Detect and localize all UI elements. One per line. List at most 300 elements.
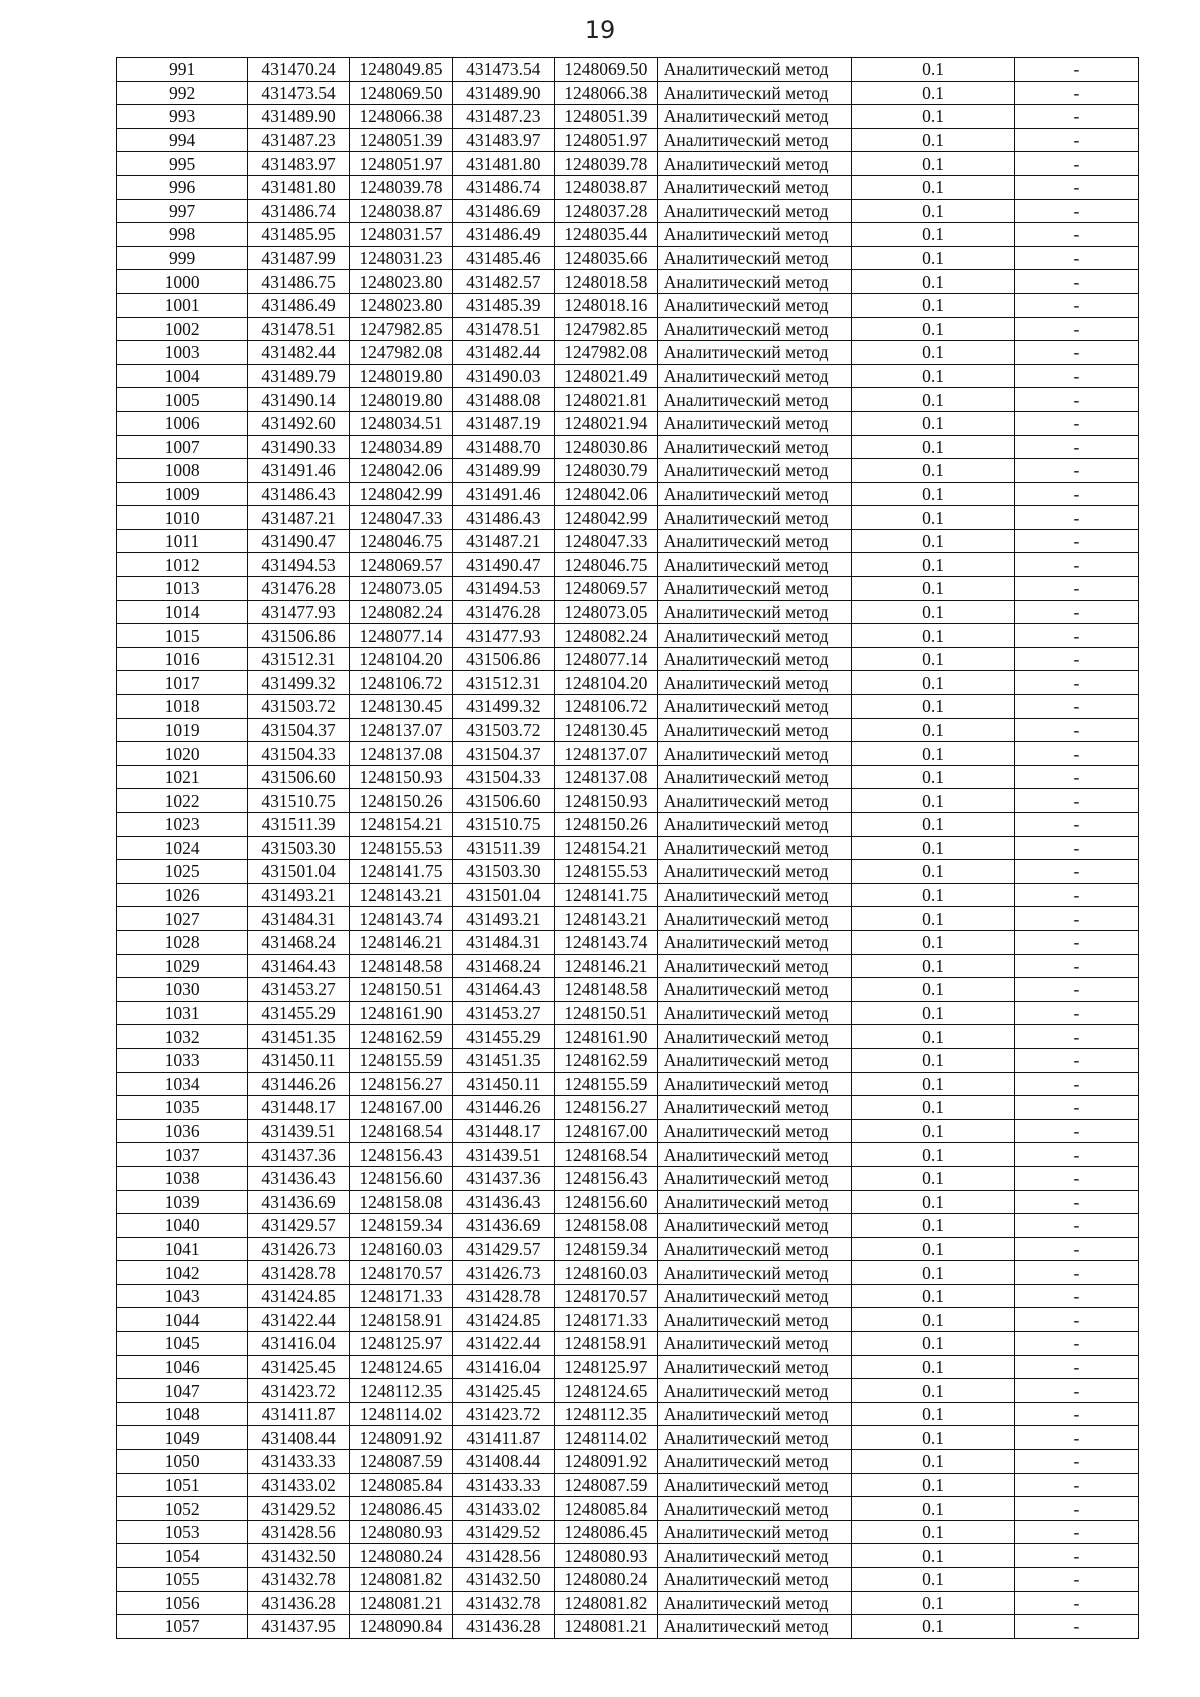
y-end-cell: 1248051.39	[554, 105, 657, 129]
y-end-cell: 1248081.82	[554, 1591, 657, 1615]
table-row	[117, 1355, 1139, 1379]
y-end-cell: 1248085.84	[554, 1497, 657, 1521]
x-end-cell: 431436.43	[452, 1190, 554, 1214]
method-cell: Аналитический метод	[657, 58, 852, 82]
method-cell: Аналитический метод	[657, 695, 852, 719]
accuracy-cell: 0.1	[852, 199, 1014, 223]
note-cell: -	[1014, 506, 1138, 530]
y-start-cell: 1248051.97	[350, 152, 453, 176]
method-cell: Аналитический метод	[657, 954, 852, 978]
x-end-cell: 431487.23	[452, 105, 554, 129]
y-start-cell: 1248155.53	[350, 836, 453, 860]
y-end-cell: 1248155.53	[554, 860, 657, 884]
x-end-cell: 431436.28	[452, 1615, 554, 1639]
point-number-cell: 1016	[117, 647, 248, 671]
x-end-cell: 431511.39	[452, 836, 554, 860]
point-number-cell: 1020	[117, 742, 248, 766]
method-cell: Аналитический метод	[657, 1520, 852, 1544]
x-end-cell: 431506.86	[452, 647, 554, 671]
accuracy-cell: 0.1	[852, 1143, 1014, 1167]
accuracy-cell: 0.1	[852, 1473, 1014, 1497]
y-start-cell: 1248085.84	[350, 1473, 453, 1497]
x-start-cell: 431478.51	[248, 317, 350, 341]
x-end-cell: 431490.47	[452, 553, 554, 577]
note-cell: -	[1014, 765, 1138, 789]
note-cell: -	[1014, 1072, 1138, 1096]
y-start-cell: 1248031.23	[350, 246, 453, 270]
table-row	[117, 1426, 1139, 1450]
x-start-cell: 431486.43	[248, 482, 350, 506]
y-start-cell: 1248167.00	[350, 1096, 453, 1120]
method-cell: Аналитический метод	[657, 1591, 852, 1615]
x-start-cell: 431492.60	[248, 411, 350, 435]
point-number-cell: 1057	[117, 1615, 248, 1639]
y-start-cell: 1248082.24	[350, 600, 453, 624]
x-start-cell: 431451.35	[248, 1025, 350, 1049]
y-end-cell: 1248170.57	[554, 1284, 657, 1308]
y-start-cell: 1248143.21	[350, 883, 453, 907]
table-row	[117, 1214, 1139, 1238]
x-end-cell: 431482.44	[452, 341, 554, 365]
note-cell: -	[1014, 624, 1138, 648]
point-number-cell: 1013	[117, 577, 248, 601]
accuracy-cell: 0.1	[852, 1261, 1014, 1285]
y-end-cell: 1248046.75	[554, 553, 657, 577]
x-start-cell: 431499.32	[248, 671, 350, 695]
y-start-cell: 1248046.75	[350, 529, 453, 553]
accuracy-cell: 0.1	[852, 317, 1014, 341]
x-start-cell: 431470.24	[248, 58, 350, 82]
method-cell: Аналитический метод	[657, 1072, 852, 1096]
x-end-cell: 431493.21	[452, 907, 554, 931]
x-end-cell: 431439.51	[452, 1143, 554, 1167]
y-end-cell: 1248159.34	[554, 1237, 657, 1261]
table-row	[117, 1308, 1139, 1332]
table-row	[117, 246, 1139, 270]
x-start-cell: 431450.11	[248, 1048, 350, 1072]
x-end-cell: 431485.46	[452, 246, 554, 270]
y-start-cell: 1248038.87	[350, 199, 453, 223]
y-start-cell: 1248086.45	[350, 1497, 453, 1521]
y-start-cell: 1248106.72	[350, 671, 453, 695]
point-number-cell: 1042	[117, 1261, 248, 1285]
y-end-cell: 1248066.38	[554, 81, 657, 105]
y-start-cell: 1248158.08	[350, 1190, 453, 1214]
note-cell: -	[1014, 695, 1138, 719]
note-cell: -	[1014, 1001, 1138, 1025]
accuracy-cell: 0.1	[852, 529, 1014, 553]
point-number-cell: 1008	[117, 459, 248, 483]
method-cell: Аналитический метод	[657, 1001, 852, 1025]
accuracy-cell: 0.1	[852, 1497, 1014, 1521]
note-cell: -	[1014, 789, 1138, 813]
accuracy-cell: 0.1	[852, 1568, 1014, 1592]
y-end-cell: 1248039.78	[554, 152, 657, 176]
x-end-cell: 431489.99	[452, 459, 554, 483]
accuracy-cell: 0.1	[852, 813, 1014, 837]
point-number-cell: 1003	[117, 341, 248, 365]
y-end-cell: 1248156.60	[554, 1190, 657, 1214]
point-number-cell: 1010	[117, 506, 248, 530]
point-number-cell: 1039	[117, 1190, 248, 1214]
y-start-cell: 1248159.34	[350, 1214, 453, 1238]
y-end-cell: 1248087.59	[554, 1473, 657, 1497]
point-number-cell: 1041	[117, 1237, 248, 1261]
table-row	[117, 954, 1139, 978]
y-end-cell: 1248143.74	[554, 930, 657, 954]
table-row	[117, 435, 1139, 459]
accuracy-cell: 0.1	[852, 1591, 1014, 1615]
point-number-cell: 1034	[117, 1072, 248, 1096]
note-cell: -	[1014, 907, 1138, 931]
accuracy-cell: 0.1	[852, 1025, 1014, 1049]
method-cell: Аналитический метод	[657, 152, 852, 176]
table-row	[117, 1591, 1139, 1615]
x-end-cell: 431433.33	[452, 1473, 554, 1497]
note-cell: -	[1014, 1048, 1138, 1072]
y-end-cell: 1248106.72	[554, 695, 657, 719]
point-number-cell: 1024	[117, 836, 248, 860]
x-start-cell: 431484.31	[248, 907, 350, 931]
table-row	[117, 293, 1139, 317]
method-cell: Аналитический метод	[657, 624, 852, 648]
table-body	[117, 58, 1139, 1639]
accuracy-cell: 0.1	[852, 388, 1014, 412]
point-number-cell: 1012	[117, 553, 248, 577]
x-end-cell: 431426.73	[452, 1261, 554, 1285]
note-cell: -	[1014, 152, 1138, 176]
point-number-cell: 994	[117, 128, 248, 152]
y-start-cell: 1248042.06	[350, 459, 453, 483]
x-start-cell: 431468.24	[248, 930, 350, 954]
note-cell: -	[1014, 1119, 1138, 1143]
y-end-cell: 1248161.90	[554, 1025, 657, 1049]
accuracy-cell: 0.1	[852, 1426, 1014, 1450]
x-start-cell: 431490.47	[248, 529, 350, 553]
method-cell: Аналитический метод	[657, 435, 852, 459]
accuracy-cell: 0.1	[852, 1284, 1014, 1308]
accuracy-cell: 0.1	[852, 246, 1014, 270]
x-start-cell: 431504.37	[248, 718, 350, 742]
y-start-cell: 1248023.80	[350, 270, 453, 294]
accuracy-cell: 0.1	[852, 883, 1014, 907]
point-number-cell: 1043	[117, 1284, 248, 1308]
y-start-cell: 1248148.58	[350, 954, 453, 978]
method-cell: Аналитический метод	[657, 223, 852, 247]
x-start-cell: 431464.43	[248, 954, 350, 978]
y-start-cell: 1248130.45	[350, 695, 453, 719]
y-start-cell: 1248019.80	[350, 364, 453, 388]
table-row	[117, 718, 1139, 742]
table-row	[117, 105, 1139, 129]
y-end-cell: 1247982.08	[554, 341, 657, 365]
method-cell: Аналитический метод	[657, 742, 852, 766]
y-start-cell: 1248150.26	[350, 789, 453, 813]
accuracy-cell: 0.1	[852, 765, 1014, 789]
table-row	[117, 388, 1139, 412]
note-cell: -	[1014, 1237, 1138, 1261]
y-end-cell: 1248141.75	[554, 883, 657, 907]
method-cell: Аналитический метод	[657, 128, 852, 152]
table-row	[117, 765, 1139, 789]
x-end-cell: 431494.53	[452, 577, 554, 601]
note-cell: -	[1014, 1450, 1138, 1474]
x-end-cell: 431485.39	[452, 293, 554, 317]
point-number-cell: 1009	[117, 482, 248, 506]
accuracy-cell: 0.1	[852, 1379, 1014, 1403]
note-cell: -	[1014, 459, 1138, 483]
point-number-cell: 1007	[117, 435, 248, 459]
table-row	[117, 978, 1139, 1002]
method-cell: Аналитический метод	[657, 529, 852, 553]
y-start-cell: 1248156.60	[350, 1166, 453, 1190]
x-start-cell: 431476.28	[248, 577, 350, 601]
x-end-cell: 431506.60	[452, 789, 554, 813]
method-cell: Аналитический метод	[657, 1048, 852, 1072]
note-cell: -	[1014, 1355, 1138, 1379]
note-cell: -	[1014, 836, 1138, 860]
accuracy-cell: 0.1	[852, 364, 1014, 388]
x-start-cell: 431504.33	[248, 742, 350, 766]
accuracy-cell: 0.1	[852, 553, 1014, 577]
point-number-cell: 1021	[117, 765, 248, 789]
accuracy-cell: 0.1	[852, 1355, 1014, 1379]
table-row	[117, 860, 1139, 884]
point-number-cell: 1038	[117, 1166, 248, 1190]
point-number-cell: 1044	[117, 1308, 248, 1332]
x-end-cell: 431491.46	[452, 482, 554, 506]
note-cell: -	[1014, 482, 1138, 506]
table-row	[117, 1544, 1139, 1568]
y-end-cell: 1248035.66	[554, 246, 657, 270]
point-number-cell: 1049	[117, 1426, 248, 1450]
note-cell: -	[1014, 1379, 1138, 1403]
accuracy-cell: 0.1	[852, 860, 1014, 884]
note-cell: -	[1014, 1261, 1138, 1285]
accuracy-cell: 0.1	[852, 1190, 1014, 1214]
point-number-cell: 1015	[117, 624, 248, 648]
accuracy-cell: 0.1	[852, 1615, 1014, 1639]
method-cell: Аналитический метод	[657, 1261, 852, 1285]
y-end-cell: 1247982.85	[554, 317, 657, 341]
table-row	[117, 1143, 1139, 1167]
y-start-cell: 1248171.33	[350, 1284, 453, 1308]
table-row	[117, 58, 1139, 82]
y-end-cell: 1248158.08	[554, 1214, 657, 1238]
point-number-cell: 996	[117, 175, 248, 199]
table-row	[117, 175, 1139, 199]
note-cell: -	[1014, 1568, 1138, 1592]
y-end-cell: 1248030.86	[554, 435, 657, 459]
table-row	[117, 1497, 1139, 1521]
accuracy-cell: 0.1	[852, 1237, 1014, 1261]
x-start-cell: 431432.50	[248, 1544, 350, 1568]
note-cell: -	[1014, 978, 1138, 1002]
x-end-cell: 431429.52	[452, 1520, 554, 1544]
note-cell: -	[1014, 105, 1138, 129]
accuracy-cell: 0.1	[852, 930, 1014, 954]
y-end-cell: 1248081.21	[554, 1615, 657, 1639]
y-end-cell: 1248114.02	[554, 1426, 657, 1450]
point-number-cell: 1029	[117, 954, 248, 978]
table-row	[117, 742, 1139, 766]
table-row	[117, 836, 1139, 860]
point-number-cell: 997	[117, 199, 248, 223]
note-cell: -	[1014, 341, 1138, 365]
accuracy-cell: 0.1	[852, 81, 1014, 105]
y-start-cell: 1248114.02	[350, 1402, 453, 1426]
y-start-cell: 1248156.27	[350, 1072, 453, 1096]
point-number-cell: 1018	[117, 695, 248, 719]
note-cell: -	[1014, 553, 1138, 577]
y-start-cell: 1247982.85	[350, 317, 453, 341]
method-cell: Аналитический метод	[657, 1379, 852, 1403]
point-number-cell: 1035	[117, 1096, 248, 1120]
method-cell: Аналитический метод	[657, 1166, 852, 1190]
y-end-cell: 1248124.65	[554, 1379, 657, 1403]
note-cell: -	[1014, 1544, 1138, 1568]
table-row	[117, 199, 1139, 223]
y-end-cell: 1248077.14	[554, 647, 657, 671]
point-number-cell: 1023	[117, 813, 248, 837]
x-start-cell: 431428.56	[248, 1520, 350, 1544]
note-cell: -	[1014, 1473, 1138, 1497]
y-end-cell: 1248112.35	[554, 1402, 657, 1426]
y-end-cell: 1248021.81	[554, 388, 657, 412]
table-row	[117, 600, 1139, 624]
x-end-cell: 431473.54	[452, 58, 554, 82]
y-start-cell: 1248077.14	[350, 624, 453, 648]
x-end-cell: 431476.28	[452, 600, 554, 624]
table-row	[117, 1473, 1139, 1497]
x-end-cell: 431487.21	[452, 529, 554, 553]
y-end-cell: 1248082.24	[554, 624, 657, 648]
table-row	[117, 1284, 1139, 1308]
method-cell: Аналитический метод	[657, 1473, 852, 1497]
table-row	[117, 1001, 1139, 1025]
method-cell: Аналитический метод	[657, 1355, 852, 1379]
table-row	[117, 81, 1139, 105]
x-start-cell: 431423.72	[248, 1379, 350, 1403]
x-start-cell: 431428.78	[248, 1261, 350, 1285]
point-number-cell: 1001	[117, 293, 248, 317]
x-end-cell: 431450.11	[452, 1072, 554, 1096]
method-cell: Аналитический метод	[657, 175, 852, 199]
method-cell: Аналитический метод	[657, 1497, 852, 1521]
note-cell: -	[1014, 577, 1138, 601]
note-cell: -	[1014, 954, 1138, 978]
method-cell: Аналитический метод	[657, 978, 852, 1002]
note-cell: -	[1014, 742, 1138, 766]
accuracy-cell: 0.1	[852, 1166, 1014, 1190]
y-end-cell: 1248125.97	[554, 1355, 657, 1379]
method-cell: Аналитический метод	[657, 1190, 852, 1214]
table-row	[117, 1190, 1139, 1214]
x-start-cell: 431482.44	[248, 341, 350, 365]
table-row	[117, 317, 1139, 341]
y-start-cell: 1248080.24	[350, 1544, 453, 1568]
x-end-cell: 431428.78	[452, 1284, 554, 1308]
method-cell: Аналитический метод	[657, 411, 852, 435]
x-start-cell: 431486.75	[248, 270, 350, 294]
method-cell: Аналитический метод	[657, 388, 852, 412]
coordinates-table	[116, 57, 1139, 1639]
accuracy-cell: 0.1	[852, 1048, 1014, 1072]
point-number-cell: 1032	[117, 1025, 248, 1049]
accuracy-cell: 0.1	[852, 459, 1014, 483]
y-end-cell: 1248156.27	[554, 1096, 657, 1120]
y-start-cell: 1248125.97	[350, 1332, 453, 1356]
y-end-cell: 1248148.58	[554, 978, 657, 1002]
x-end-cell: 431451.35	[452, 1048, 554, 1072]
x-end-cell: 431488.08	[452, 388, 554, 412]
x-end-cell: 431433.02	[452, 1497, 554, 1521]
note-cell: -	[1014, 930, 1138, 954]
method-cell: Аналитический метод	[657, 1332, 852, 1356]
table-row	[117, 128, 1139, 152]
x-end-cell: 431453.27	[452, 1001, 554, 1025]
x-end-cell: 431428.56	[452, 1544, 554, 1568]
method-cell: Аналитический метод	[657, 836, 852, 860]
method-cell: Аналитический метод	[657, 577, 852, 601]
method-cell: Аналитический метод	[657, 647, 852, 671]
table-row	[117, 1025, 1139, 1049]
method-cell: Аналитический метод	[657, 789, 852, 813]
note-cell: -	[1014, 1166, 1138, 1190]
y-end-cell: 1248069.50	[554, 58, 657, 82]
accuracy-cell: 0.1	[852, 1544, 1014, 1568]
note-cell: -	[1014, 1025, 1138, 1049]
accuracy-cell: 0.1	[852, 718, 1014, 742]
point-number-cell: 1025	[117, 860, 248, 884]
y-end-cell: 1248080.24	[554, 1568, 657, 1592]
table-row	[117, 1402, 1139, 1426]
y-start-cell: 1248081.82	[350, 1568, 453, 1592]
x-start-cell: 431483.97	[248, 152, 350, 176]
accuracy-cell: 0.1	[852, 907, 1014, 931]
x-start-cell: 431446.26	[248, 1072, 350, 1096]
note-cell: -	[1014, 223, 1138, 247]
note-cell: -	[1014, 1402, 1138, 1426]
note-cell: -	[1014, 128, 1138, 152]
y-end-cell: 1248104.20	[554, 671, 657, 695]
point-number-cell: 1033	[117, 1048, 248, 1072]
x-end-cell: 431488.70	[452, 435, 554, 459]
method-cell: Аналитический метод	[657, 860, 852, 884]
y-start-cell: 1248104.20	[350, 647, 453, 671]
x-end-cell: 431504.33	[452, 765, 554, 789]
y-end-cell: 1248030.79	[554, 459, 657, 483]
page-number: 19	[584, 16, 616, 44]
point-number-cell: 1006	[117, 411, 248, 435]
x-end-cell: 431486.69	[452, 199, 554, 223]
table-row	[117, 506, 1139, 530]
accuracy-cell: 0.1	[852, 223, 1014, 247]
y-end-cell: 1248155.59	[554, 1072, 657, 1096]
y-end-cell: 1248091.92	[554, 1450, 657, 1474]
accuracy-cell: 0.1	[852, 789, 1014, 813]
note-cell: -	[1014, 199, 1138, 223]
point-number-cell: 1037	[117, 1143, 248, 1167]
note-cell: -	[1014, 317, 1138, 341]
y-start-cell: 1248039.78	[350, 175, 453, 199]
accuracy-cell: 0.1	[852, 1332, 1014, 1356]
y-start-cell: 1248168.54	[350, 1119, 453, 1143]
method-cell: Аналитический метод	[657, 813, 852, 837]
method-cell: Аналитический метод	[657, 1426, 852, 1450]
x-start-cell: 431455.29	[248, 1001, 350, 1025]
table-row	[117, 1379, 1139, 1403]
